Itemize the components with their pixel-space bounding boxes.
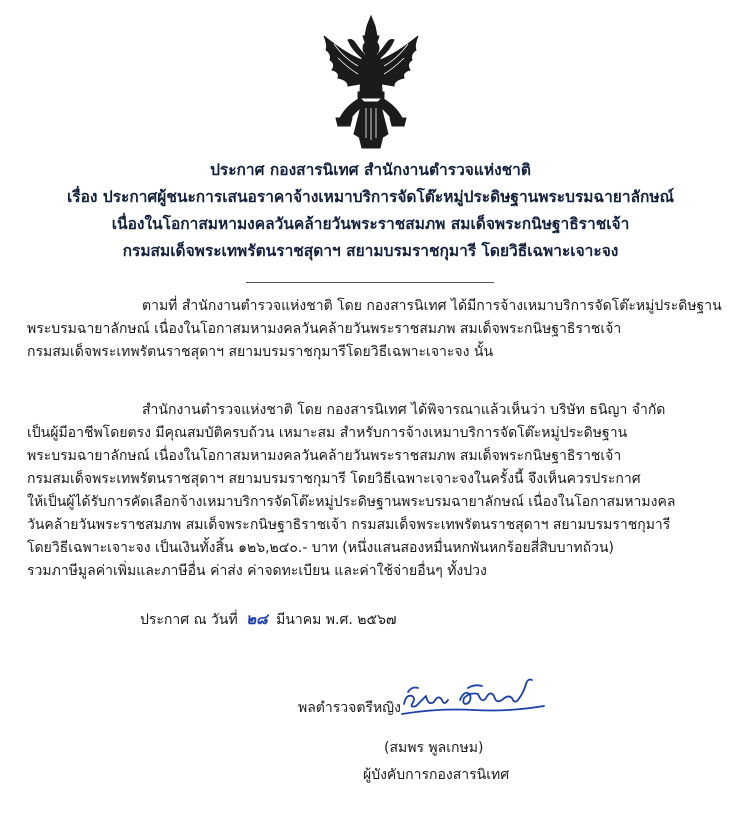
paragraph-2 xyxy=(27,399,727,583)
paragraph-line: โดยวิธีเฉพาะเจาะจง เป็นเงินทั้งสิ้น ๑๒๖,๒๔๐.- บาท (หนึ่งแสนสองหมื่นหกพันหกร้อยสี่สิบบาทถ้วน) xyxy=(27,540,614,556)
date-day: ๒๘ xyxy=(246,610,268,628)
paragraph-line: วันคล้ายวันพระราชสมภพ สมเด็จพระกนิษฐาธิราชเจ้า กรมสมเด็จพระเทพรัตนราชสุดาฯ สยามบรมราชกุมารี xyxy=(27,517,671,533)
subject-line: เรื่อง ประกาศผู้ชนะการเสนอราคาจ้างเหมาบริการจัดโต๊ะหมู่ประดิษฐานพระบรมฉายาลักษณ์ xyxy=(66,188,675,206)
paragraph-line: พระบรมฉายาลักษณ์ เนื่องในโอกาสมหามงคลวันคล้ายวันพระราชสมภพ สมเด็จพระกนิษฐาธิราชเจ้า xyxy=(27,321,622,337)
paragraph-line: รวมภาษีมูลค่าเพิ่มและภาษีอื่น ค่าส่ง ค่าจดทะเบียน และค่าใช้จ่ายอื่นๆ ทั้งปวง xyxy=(27,563,487,579)
date-prefix: ประกาศ ณ วันที่ xyxy=(140,612,238,628)
paragraph-line: กรมสมเด็จพระเทพรัตนราชสุดาฯ สยามบรมราชกุมารี โดยวิธีเฉพาะเจาะจงในครั้งนี้ จึงเห็นควรประกาศ xyxy=(27,471,641,487)
paragraph-line: เป็นผู้มีอาชีพโดยตรง มีคุณสมบัติครบถ้วน เหมาะสม สำหรับการจ้างเหมาบริการจัดโต๊ะหมู่ประดิษฐาน xyxy=(27,425,628,441)
paragraph-line: ให้เป็นผู้ได้รับการคัดเลือกจ้างเหมาบริการจัดโต๊ะหมู่ประดิษฐานพระบรมฉายาลักษณ์ เนื่องในโอกาสมหามงคล xyxy=(27,494,676,510)
signatory-name: (สมพร พูลเกษม) xyxy=(384,740,484,756)
signatory-position: ผู้บังคับการกองสารนิเทศ xyxy=(363,767,510,783)
subject-line-3: กรมสมเด็จพระเทพรัตนราชสุดาฯ สยามบรมราชกุมารี โดยวิธีเฉพาะเจาะจง xyxy=(122,242,619,260)
announcement-date xyxy=(140,607,397,631)
handwritten-signature-icon xyxy=(398,670,548,720)
paragraph-line: ตามที่ สำนักงานตำรวจแห่งชาติ โดย กองสารนิเทศ ได้มีการจ้างเหมาบริการจัดโต๊ะหมู่ประดิษฐาน xyxy=(142,298,722,314)
heading-divider xyxy=(246,282,494,283)
paragraph-line: กรมสมเด็จพระเทพรัตนราชสุดาฯ สยามบรมราชกุมารีโดยวิธีเฉพาะเจาะจง นั้น xyxy=(27,344,494,360)
subject-line-2: เนื่องในโอกาสมหามงคลวันคล้ายวันพระราชสมภพ สมเด็จพระกนิษฐาธิราชเจ้า xyxy=(111,215,630,233)
announcement-title: ประกาศ กองสารนิเทศ สำนักงานตำรวจแห่งชาติ xyxy=(210,161,531,179)
paragraph-line: สำนักงานตำรวจแห่งชาติ โดย กองสารนิเทศ ได้พิจารณาแล้วเห็นว่า บริษัท ธนิญา จำกัด xyxy=(142,402,666,418)
date-month-year: มีนาคม พ.ศ. ๒๕๖๗ xyxy=(276,612,397,628)
paragraph-line: พระบรมฉายาลักษณ์ เนื่องในโอกาสมหามงคลวันคล้ายวันพระราชสมภพ สมเด็จพระกนิษฐาธิราชเจ้า xyxy=(27,448,622,464)
garuda-emblem-icon xyxy=(318,14,424,150)
signatory-rank: พลตำรวจตรีหญิง xyxy=(298,700,401,716)
paragraph-1 xyxy=(27,295,727,364)
